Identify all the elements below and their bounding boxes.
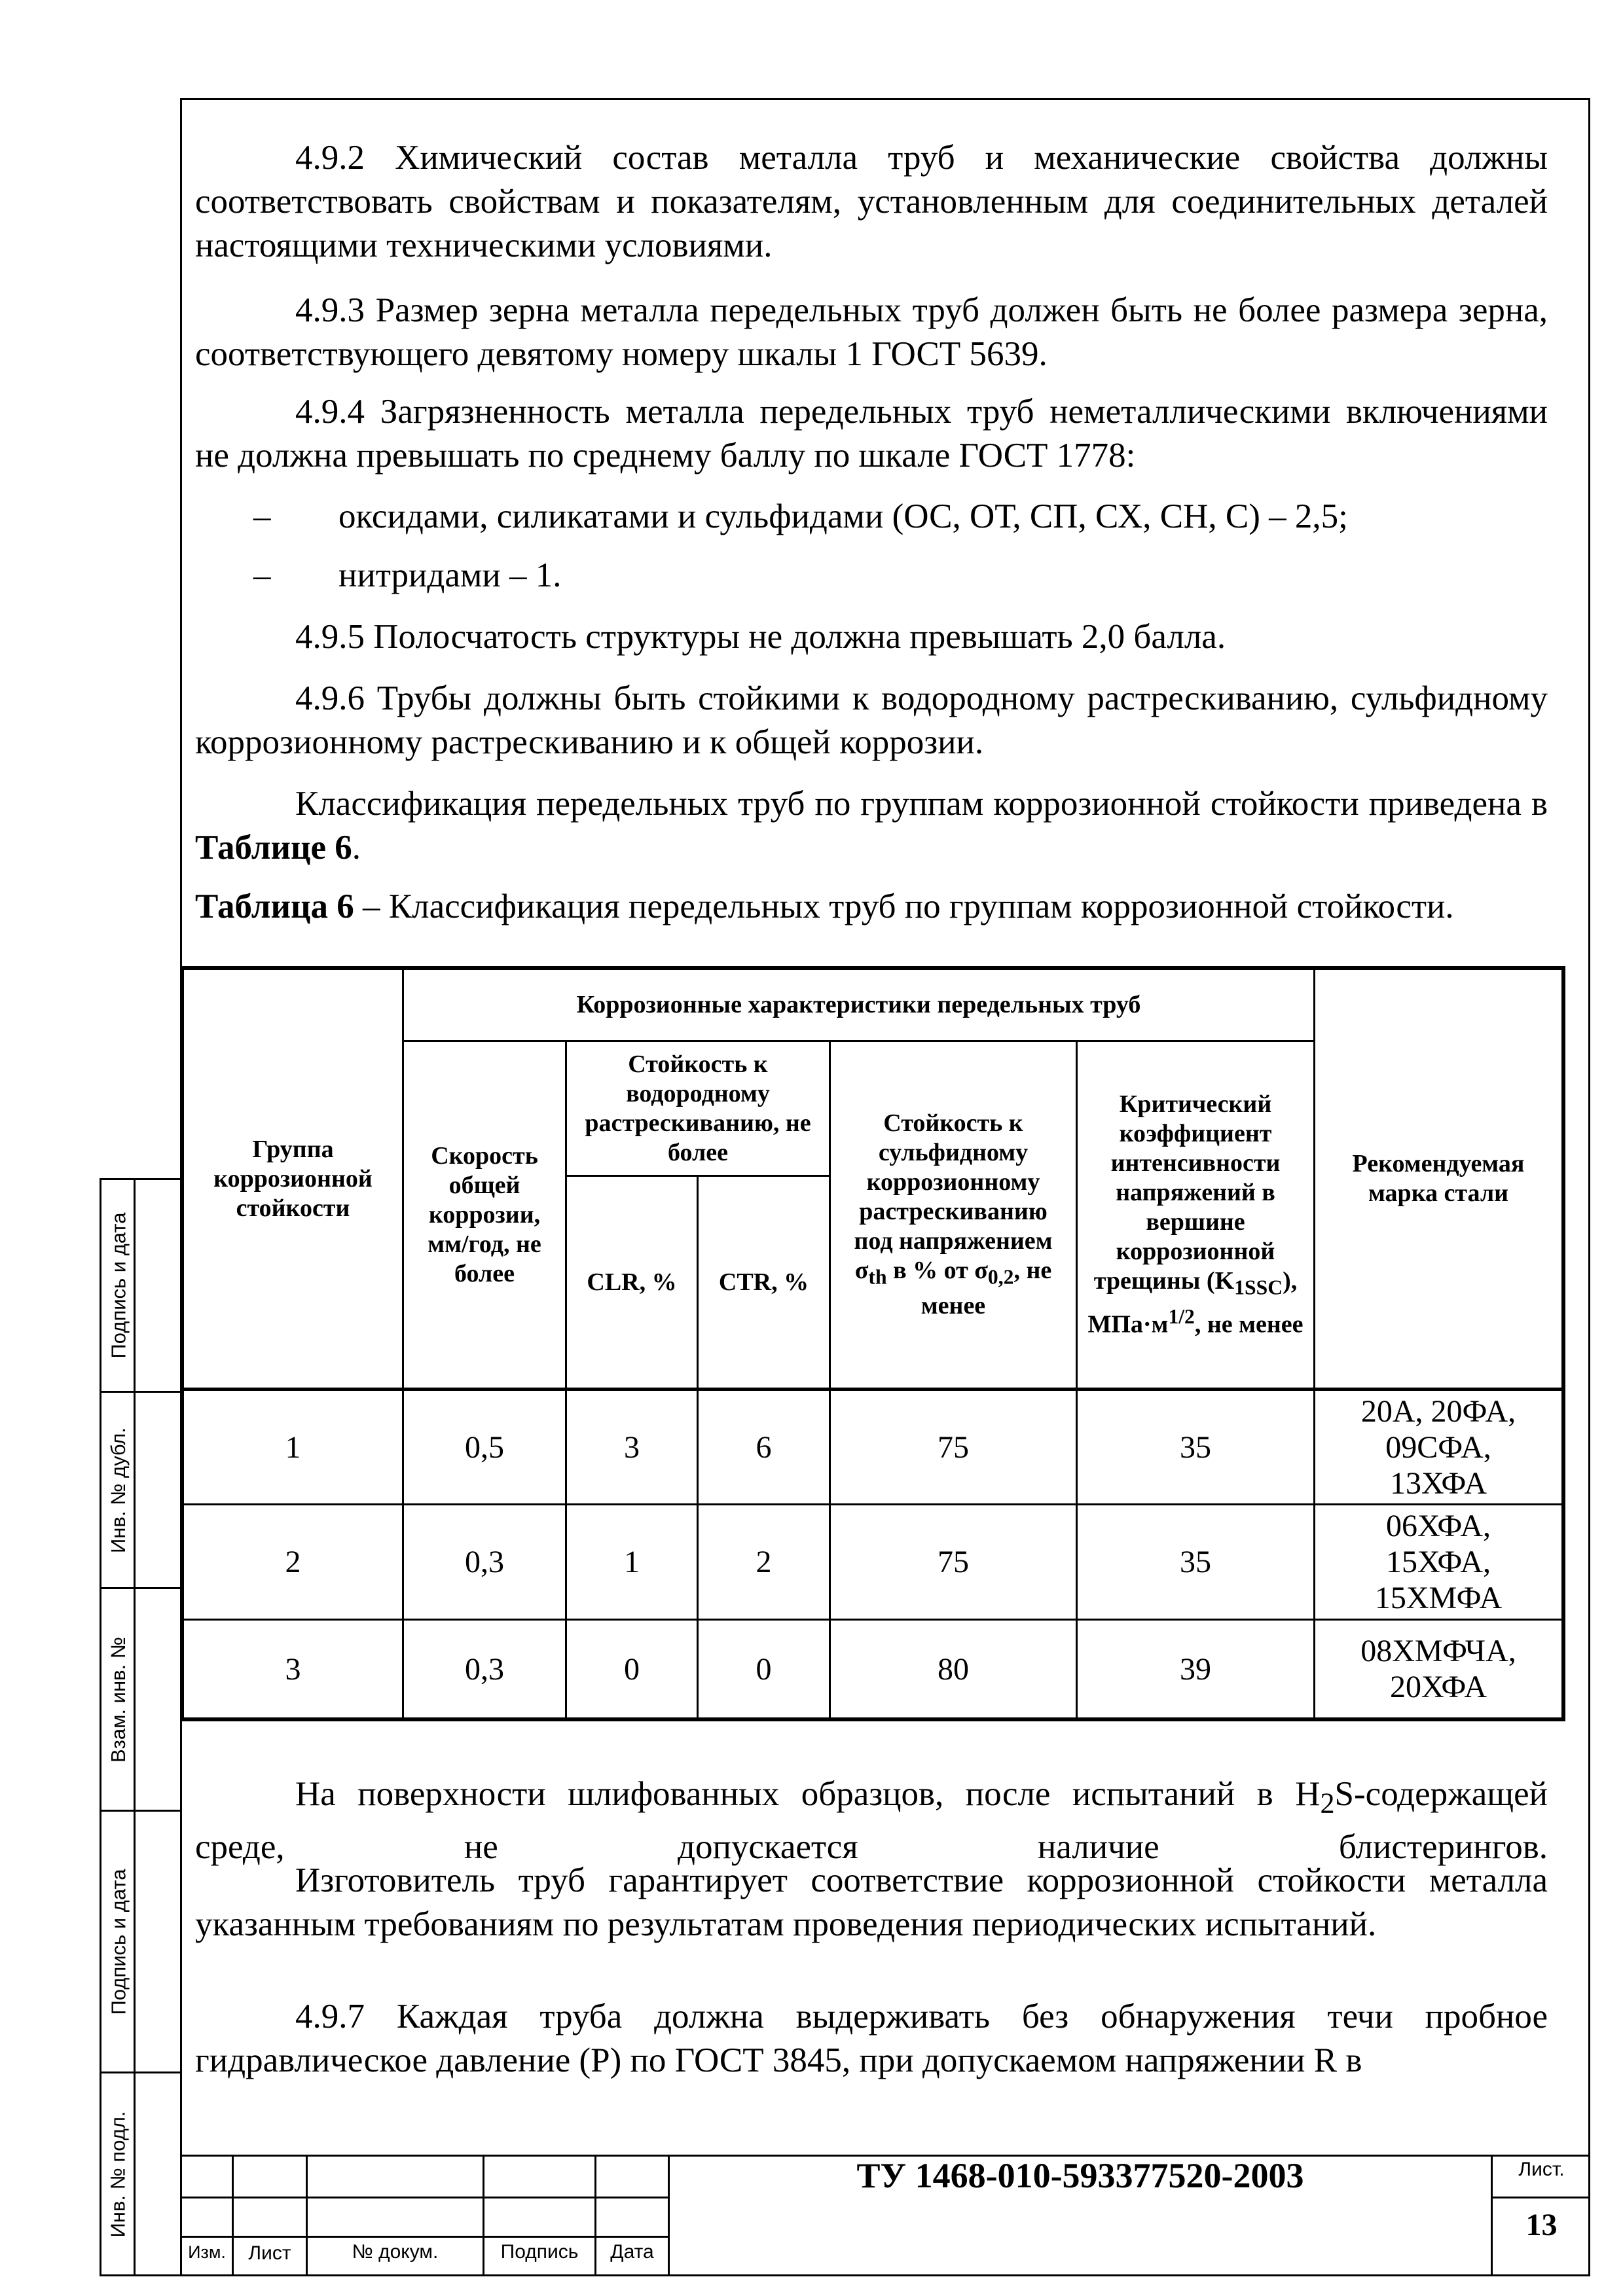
sheet-label: Лист. (1518, 2159, 1565, 2180)
side-label-replacement-no: Взам. инв. № (107, 1636, 130, 1763)
header-text: Стойкость к сульфидному коррозионному растрескиванию под напряжением (854, 1109, 1053, 1255)
side-cell-signature-date-2 (101, 1812, 180, 2073)
grade-line: 09СФА, (1385, 1429, 1491, 1465)
sigma-symbol: σ (974, 1256, 988, 1284)
table-cell-grade (1315, 1621, 1561, 1717)
table-cell-sulfide: 80 (938, 1651, 969, 1687)
subscript: 2 (1320, 1787, 1335, 1820)
paragraph-4-9-5: 4.9.5 Полосчатость структуры не должна превышать 2,0 балла. (295, 618, 1226, 656)
header-corrosion-rate: Скорость общей коррозии, мм/год, не более (428, 1141, 541, 1287)
list-item-nitrides (253, 554, 562, 598)
side-label-duplicate-no: Инв. № дубл. (107, 1427, 130, 1553)
grade-line: 20ХФА (1389, 1670, 1487, 1704)
header-sulfide-cracking (831, 1042, 1076, 1388)
caption-text: – Классификация передельных труб по группам коррозионной стойкости. (354, 888, 1454, 925)
grade-line: 06ХФА, (1385, 1509, 1491, 1543)
header-text: Критический коэффициент интенсивности напряжений в вершине коррозионной трещины (K (1093, 1090, 1281, 1295)
list-item-text: оксидами, силикатами и сульфидами (ОС, ОТ, СП, СХ, СН, С) – 2,5; (338, 497, 1348, 535)
table-cell-sulfide: 75 (938, 1545, 969, 1579)
list-dash: – (253, 497, 271, 535)
header-hydrogen-cracking: Стойкость к водородному растрескиванию, не более (585, 1050, 811, 1166)
side-label-box (101, 1812, 136, 2072)
subscript: 1SSC (1234, 1276, 1283, 1299)
header-text: , не менее (921, 1256, 1052, 1320)
side-label-box (101, 1180, 136, 1391)
sheet-number: 13 (1525, 2207, 1558, 2242)
subscript: th (868, 1265, 887, 1289)
header-critical-coefficient (1078, 1042, 1313, 1388)
table-cell-critical: 39 (1180, 1651, 1211, 1687)
list-dash: – (253, 556, 271, 594)
grade-line: 15ХФА, (1385, 1545, 1491, 1579)
table-cell-ctr: 2 (756, 1545, 772, 1579)
side-strip (100, 1178, 182, 2276)
paragraph-text: S-содержащей среде, не допускается наличие блистерингов. (195, 1775, 1548, 1866)
paragraph-text: На поверхности шлифованных образцов, после испытаний в H (295, 1775, 1321, 1813)
header-corrosion-characteristics: Коррозионные характеристики передельных труб (576, 991, 1141, 1018)
paragraph-4-9-4: 4.9.4 Загрязненность металла передельных труб неметаллическими включениями не должна превышать по среднему баллу по шкале ГОСТ 1778: (195, 393, 1548, 475)
side-cell-replacement-no (101, 1589, 180, 1812)
table-cell-group: 1 (285, 1429, 301, 1465)
table-reference: Таблице 6 (195, 829, 352, 867)
side-label-box (101, 2073, 136, 2274)
header-text: в % от (886, 1256, 975, 1284)
table-cell-critical: 35 (1180, 1545, 1211, 1579)
header-ctr: CTR, % (718, 1268, 809, 1296)
paragraph-classification (195, 782, 1548, 870)
list-item-oxides (253, 495, 1348, 539)
paragraph-4-9-2: 4.9.2 Химический состав металла труб и механические свойства должны соответствовать свойствам и показателям, установленным для соединительных деталей настоящими техническими условиями. (195, 139, 1548, 264)
stamp-col-doc: № докум. (352, 2241, 439, 2263)
side-cell-signature-date-1 (101, 1180, 180, 1393)
paragraph-text: Классификация передельных труб по группам коррозионной стойкости приведена в (295, 785, 1548, 823)
side-cell-duplicate-no (101, 1393, 180, 1589)
sigma-symbol: σ (854, 1256, 869, 1284)
header-text: , не менее (1194, 1311, 1304, 1339)
table-cell-critical: 35 (1180, 1429, 1211, 1465)
grade-line: 08ХМФЧА, (1360, 1634, 1516, 1668)
side-label-box (101, 1589, 136, 1810)
header-text-block (1084, 1090, 1307, 1340)
table-cell-group: 3 (285, 1651, 301, 1687)
stamp-col-sign: Подпись (500, 2241, 579, 2263)
subscript: 0,2 (987, 1265, 1014, 1289)
table-cell-clr: 0 (624, 1651, 640, 1687)
stamp-col-date: Дата (610, 2241, 654, 2263)
superscript: 1/2 (1168, 1305, 1195, 1329)
header-text-block (837, 1109, 1069, 1321)
caption-label: Таблица 6 (195, 888, 354, 925)
table-cell-grade (1315, 1505, 1561, 1619)
side-label-box (101, 1393, 136, 1587)
table-cell-clr: 1 (624, 1545, 640, 1579)
stamp-col-list: Лист (248, 2242, 291, 2264)
side-label-signature-date-2: Подпись и дата (107, 1869, 130, 2015)
header-steel-grade: Рекомендуемая марка стали (1352, 1150, 1525, 1207)
table-cell-grade (1315, 1391, 1561, 1503)
grade-line: 13ХФА (1389, 1465, 1487, 1501)
table-6 (180, 966, 1565, 1721)
paragraph-4-9-7: 4.9.7 Каждая труба должна выдерживать без обнаружения течи пробное гидравлическое давление (Р) по ГОСТ 3845, при допускаемом напряжении R в (195, 1998, 1548, 2079)
table-cell-ctr: 0 (756, 1651, 772, 1687)
paragraph-4-9-3: 4.9.3 Размер зерна металла передельных труб должен быть не более размера зерна, соответствующего девятому номеру шкалы 1 ГОСТ 5639. (195, 291, 1548, 373)
side-label-original-no: Инв. № подл. (107, 2110, 130, 2238)
list-item-text: нитридами – 1. (338, 556, 562, 594)
table-cell-rate: 0,3 (465, 1651, 504, 1687)
paragraph-blistering (195, 1772, 1548, 1869)
table-cell-sulfide: 75 (938, 1429, 969, 1465)
table-caption (195, 885, 1548, 929)
table-cell-group: 2 (285, 1545, 301, 1579)
table-cell-ctr: 6 (756, 1429, 772, 1465)
side-label-signature-date-1: Подпись и дата (107, 1212, 130, 1359)
table-cell-clr: 3 (624, 1429, 640, 1465)
grade-line: 15ХМФА (1374, 1581, 1503, 1615)
grade-line: 20А, 20ФА, (1360, 1393, 1516, 1429)
paragraph-4-9-6: 4.9.6 Трубы должны быть стойкими к водородному растрескиванию, сульфидному коррозионному растрескиванию и к общей коррозии. (195, 679, 1548, 761)
header-group: Группа коррозионной стойкости (213, 1135, 373, 1222)
table-cell-rate: 0,5 (465, 1429, 504, 1465)
table-cell-rate: 0,3 (465, 1545, 504, 1579)
header-clr: CLR, % (587, 1268, 677, 1296)
paragraph-manufacturer: Изготовитель труб гарантирует соответствие коррозионной стойкости металла указанным требованиям по результатам проведения периодических испытаний. (195, 1861, 1548, 1943)
paragraph-text: . (352, 829, 361, 867)
document-code: ТУ 1468-010-593377520-2003 (856, 2156, 1304, 2195)
header-text: ), МПа·м (1087, 1266, 1298, 1339)
stamp-col-izm: Изм. (188, 2242, 226, 2262)
side-cell-original-no (101, 2073, 180, 2274)
